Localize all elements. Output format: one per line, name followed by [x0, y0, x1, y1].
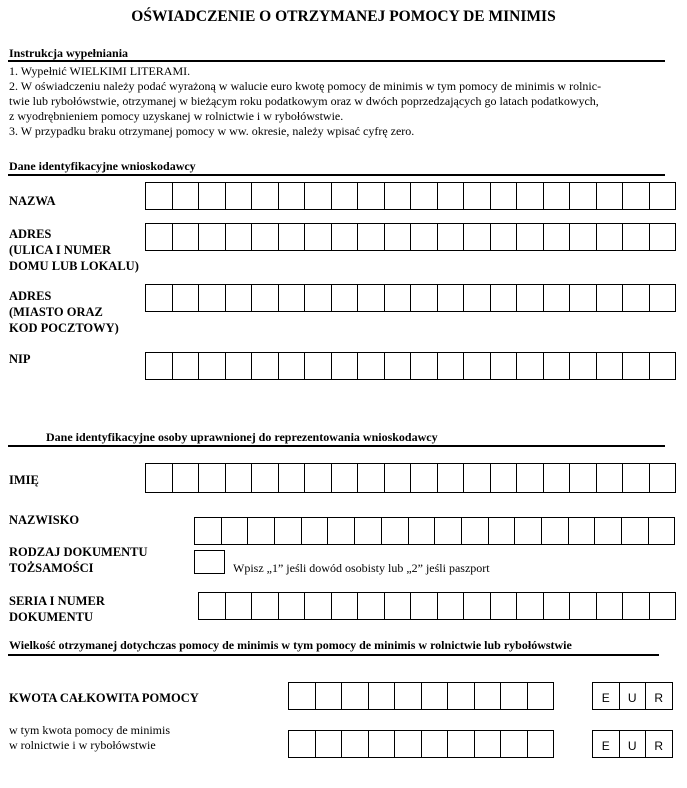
address-street-field[interactable]: [145, 223, 676, 251]
document-number-label: [9, 593, 105, 625]
char-cell[interactable]: [355, 517, 382, 545]
char-cell[interactable]: [358, 592, 385, 620]
char-cell[interactable]: [491, 284, 518, 312]
char-cell[interactable]: [252, 223, 279, 251]
char-cell[interactable]: [623, 223, 650, 251]
char-cell[interactable]: [252, 592, 279, 620]
currency-cell: R: [646, 730, 673, 758]
char-cell[interactable]: [409, 517, 436, 545]
char-cell[interactable]: [411, 182, 438, 210]
currency-cell: U: [620, 730, 647, 758]
char-cell[interactable]: [146, 463, 173, 493]
address-street-label-line1: ADRES: [9, 227, 52, 241]
first-name-label: IMIĘ: [9, 473, 39, 487]
char-cell[interactable]: [385, 352, 412, 380]
name-field[interactable]: [145, 182, 676, 210]
char-cell[interactable]: [501, 730, 528, 758]
address-city-label-line3: KOD POCZTOWY): [9, 321, 119, 335]
document-title: OŚWIADCZENIE O OTRZYMANEJ POMOCY DE MINIMIS: [131, 8, 556, 25]
char-cell[interactable]: [226, 352, 253, 380]
char-cell[interactable]: [475, 730, 502, 758]
currency-cell: E: [593, 682, 620, 710]
char-cell[interactable]: [279, 352, 306, 380]
char-cell[interactable]: [517, 592, 544, 620]
agri-aid-label-line2: w rolnictwie i w rybołówstwie: [9, 738, 156, 752]
char-cell[interactable]: [475, 682, 502, 710]
char-cell[interactable]: [597, 182, 624, 210]
document-type-hint: Wpisz „1” jeśli dowód osobisty lub „2” jeśli paszport: [233, 561, 490, 575]
char-cell[interactable]: [438, 352, 465, 380]
total-aid-label: KWOTA CAŁKOWITA POMOCY: [9, 691, 199, 705]
instruction-2a: 2. W oświadczeniu należy podać wyrażoną w walucie euro kwotę pomocy de minimis w tym pomocy de minimis w rolnic-: [9, 79, 602, 93]
char-cell[interactable]: [146, 182, 173, 210]
char-cell[interactable]: [491, 223, 518, 251]
char-cell[interactable]: [570, 352, 597, 380]
char-cell[interactable]: [570, 223, 597, 251]
char-cell[interactable]: [279, 463, 306, 493]
char-cell[interactable]: [342, 682, 369, 710]
char-cell[interactable]: [226, 284, 253, 312]
char-cell[interactable]: [316, 682, 343, 710]
char-cell[interactable]: [332, 284, 359, 312]
char-cell[interactable]: [395, 682, 422, 710]
document-number-field[interactable]: [198, 592, 676, 620]
char-cell[interactable]: [289, 730, 316, 758]
surname-field[interactable]: [194, 517, 675, 545]
char-cell[interactable]: [279, 182, 306, 210]
char-cell[interactable]: [623, 463, 650, 493]
char-cell[interactable]: [517, 223, 544, 251]
char-cell[interactable]: [435, 517, 462, 545]
document-type-label-line1: RODZAJ DOKUMENTU: [9, 545, 148, 559]
address-city-field[interactable]: [145, 284, 676, 312]
char-cell[interactable]: [544, 284, 571, 312]
document-type-field[interactable]: [194, 550, 225, 574]
char-cell[interactable]: [173, 223, 200, 251]
instruction-3: 3. W przypadku braku otrzymanej pomocy w ww. okresie, należy wpisać cyfrę zero.: [9, 124, 415, 138]
char-cell[interactable]: [595, 517, 622, 545]
char-cell[interactable]: [544, 223, 571, 251]
char-cell[interactable]: [279, 592, 306, 620]
char-cell[interactable]: [544, 463, 571, 493]
char-cell[interactable]: [358, 463, 385, 493]
char-cell[interactable]: [464, 463, 491, 493]
agri-aid-label: [9, 723, 170, 753]
representative-rule: [8, 445, 665, 447]
char-cell[interactable]: [385, 223, 412, 251]
char-cell[interactable]: [462, 517, 489, 545]
char-cell[interactable]: [305, 463, 332, 493]
char-cell[interactable]: [623, 592, 650, 620]
char-cell[interactable]: [491, 182, 518, 210]
char-cell[interactable]: [226, 592, 253, 620]
char-cell[interactable]: [570, 463, 597, 493]
char-cell[interactable]: [597, 284, 624, 312]
char-cell[interactable]: [146, 352, 173, 380]
char-cell[interactable]: [305, 223, 332, 251]
char-cell[interactable]: [146, 223, 173, 251]
char-cell[interactable]: [369, 682, 396, 710]
address-city-label-line1: ADRES: [9, 289, 52, 303]
char-cell[interactable]: [448, 682, 475, 710]
char-cell[interactable]: [517, 182, 544, 210]
char-cell[interactable]: [438, 182, 465, 210]
char-cell[interactable]: [222, 517, 249, 545]
char-cell[interactable]: [332, 223, 359, 251]
char-cell[interactable]: [528, 682, 555, 710]
char-cell[interactable]: [248, 517, 275, 545]
char-cell[interactable]: [649, 517, 676, 545]
char-cell[interactable]: [173, 284, 200, 312]
char-cell[interactable]: [199, 182, 226, 210]
char-cell[interactable]: [385, 592, 412, 620]
char-cell[interactable]: [305, 592, 332, 620]
char-cell[interactable]: [448, 730, 475, 758]
char-cell[interactable]: [332, 592, 359, 620]
char-cell[interactable]: [489, 517, 516, 545]
char-cell[interactable]: [544, 592, 571, 620]
char-cell[interactable]: [382, 517, 409, 545]
char-cell[interactable]: [597, 223, 624, 251]
char-cell[interactable]: [528, 730, 555, 758]
char-cell[interactable]: [464, 352, 491, 380]
char-cell[interactable]: [358, 182, 385, 210]
char-cell[interactable]: [226, 223, 253, 251]
instruction-1: 1. Wypełnić WIELKIMI LITERAMI.: [9, 64, 191, 78]
agri-aid-field[interactable]: [288, 730, 554, 758]
char-cell[interactable]: [332, 182, 359, 210]
applicant-heading: Dane identyfikacyjne wnioskodawcy: [9, 159, 196, 173]
document-number-label-line1: SERIA I NUMER: [9, 594, 105, 608]
char-cell[interactable]: [650, 182, 677, 210]
char-cell[interactable]: [623, 352, 650, 380]
char-cell[interactable]: [438, 463, 465, 493]
char-cell[interactable]: [569, 517, 596, 545]
first-name-field[interactable]: [145, 463, 676, 493]
currency-cell: R: [646, 682, 673, 710]
instruction-2c: z wyodrębnieniem pomocy uzyskanej w rolnictwie i w rybołówstwie.: [9, 109, 344, 123]
char-cell[interactable]: [305, 352, 332, 380]
char-cell[interactable]: [422, 730, 449, 758]
char-cell[interactable]: [650, 592, 677, 620]
char-cell[interactable]: [411, 463, 438, 493]
char-cell[interactable]: [252, 284, 279, 312]
char-cell[interactable]: [252, 182, 279, 210]
instructions-rule: [8, 60, 665, 62]
char-cell[interactable]: [199, 352, 226, 380]
char-cell[interactable]: [544, 182, 571, 210]
instructions-list: [9, 64, 679, 139]
char-cell[interactable]: [173, 182, 200, 210]
char-cell[interactable]: [195, 517, 222, 545]
currency-cell: U: [620, 682, 647, 710]
char-cell[interactable]: [279, 223, 306, 251]
document-number-label-line2: DOKUMENTU: [9, 610, 94, 624]
char-cell[interactable]: [173, 352, 200, 380]
char-cell[interactable]: [544, 352, 571, 380]
document-type-label: [9, 544, 148, 576]
char-cell[interactable]: [332, 463, 359, 493]
aid-rule: [8, 654, 659, 656]
applicant-rule: [8, 174, 665, 176]
char-cell[interactable]: [146, 284, 173, 312]
instruction-2b: twie lub rybołówstwie, otrzymanej w bieżącym roku podatkowym oraz w dwóch poprzedzających go latach podatkowych,: [9, 94, 599, 108]
char-cell[interactable]: [199, 463, 226, 493]
address-street-label: [9, 226, 139, 274]
char-cell[interactable]: [226, 182, 253, 210]
char-cell[interactable]: [597, 592, 624, 620]
char-cell[interactable]: [517, 284, 544, 312]
char-cell[interactable]: [422, 682, 449, 710]
char-cell[interactable]: [199, 223, 226, 251]
char-cell[interactable]: [438, 284, 465, 312]
address-city-label: [9, 288, 119, 336]
char-cell[interactable]: [411, 284, 438, 312]
char-cell[interactable]: [252, 463, 279, 493]
char-cell[interactable]: [491, 352, 518, 380]
char-cell[interactable]: [289, 682, 316, 710]
char-cell[interactable]: [342, 730, 369, 758]
char-cell[interactable]: [332, 352, 359, 380]
char-cell[interactable]: [411, 223, 438, 251]
char-cell[interactable]: [438, 223, 465, 251]
char-cell[interactable]: [650, 284, 677, 312]
address-city-label-line2: (MIASTO ORAZ: [9, 305, 103, 319]
char-cell[interactable]: [597, 463, 624, 493]
char-cell[interactable]: [252, 352, 279, 380]
address-street-label-line3: DOMU LUB LOKALU): [9, 259, 139, 273]
char-cell[interactable]: [385, 182, 412, 210]
char-cell[interactable]: [411, 352, 438, 380]
char-cell[interactable]: [199, 592, 226, 620]
agri-aid-currency: [592, 730, 673, 758]
aid-heading: Wielkość otrzymanej dotychczas pomocy de minimis w tym pomocy de minimis w rolnictwie lub rybołówstwie: [9, 638, 572, 652]
char-cell[interactable]: [570, 182, 597, 210]
char-cell[interactable]: [385, 284, 412, 312]
instructions-heading: Instrukcja wypełniania: [9, 46, 129, 60]
char-cell[interactable]: [395, 730, 422, 758]
char-cell[interactable]: [501, 682, 528, 710]
nip-label: NIP: [9, 352, 31, 366]
char-cell[interactable]: [517, 463, 544, 493]
char-cell[interactable]: [650, 463, 677, 493]
char-cell[interactable]: [464, 182, 491, 210]
char-cell[interactable]: [464, 284, 491, 312]
char-cell[interactable]: [358, 223, 385, 251]
char-cell[interactable]: [464, 223, 491, 251]
char-cell[interactable]: [369, 730, 396, 758]
char-cell[interactable]: [226, 463, 253, 493]
char-cell[interactable]: [302, 517, 329, 545]
char-cell[interactable]: [464, 592, 491, 620]
char-cell[interactable]: [275, 517, 302, 545]
nip-field[interactable]: [145, 352, 676, 380]
char-cell[interactable]: [570, 592, 597, 620]
total-aid-currency: [592, 682, 673, 710]
char-cell[interactable]: [279, 284, 306, 312]
char-cell[interactable]: [358, 284, 385, 312]
char-cell[interactable]: [650, 223, 677, 251]
char-cell[interactable]: [623, 284, 650, 312]
surname-label: NAZWISKO: [9, 513, 80, 527]
char-cell[interactable]: [491, 463, 518, 493]
char-cell[interactable]: [542, 517, 569, 545]
char-cell[interactable]: [515, 517, 542, 545]
char-cell[interactable]: [328, 517, 355, 545]
char-cell[interactable]: [173, 463, 200, 493]
representative-heading: Dane identyfikacyjne osoby uprawnionej do reprezentowania wnioskodawcy: [46, 430, 438, 444]
total-aid-field[interactable]: [288, 682, 554, 710]
char-cell[interactable]: [385, 463, 412, 493]
char-cell[interactable]: [491, 592, 518, 620]
char-cell[interactable]: [623, 182, 650, 210]
char-cell[interactable]: [199, 284, 226, 312]
agri-aid-label-line1: w tym kwota pomocy de minimis: [9, 723, 170, 737]
name-label: NAZWA: [9, 194, 56, 208]
char-cell[interactable]: [305, 182, 332, 210]
address-street-label-line2: (ULICA I NUMER: [9, 243, 112, 257]
char-cell[interactable]: [517, 352, 544, 380]
currency-cell: E: [593, 730, 620, 758]
char-cell[interactable]: [358, 352, 385, 380]
char-cell[interactable]: [305, 284, 332, 312]
char-cell[interactable]: [411, 592, 438, 620]
char-cell[interactable]: [597, 352, 624, 380]
char-cell[interactable]: [570, 284, 597, 312]
char-cell[interactable]: [650, 352, 677, 380]
document-type-label-line2: TOŻSAMOŚCI: [9, 561, 94, 575]
char-cell[interactable]: [622, 517, 649, 545]
char-cell[interactable]: [438, 592, 465, 620]
char-cell[interactable]: [316, 730, 343, 758]
